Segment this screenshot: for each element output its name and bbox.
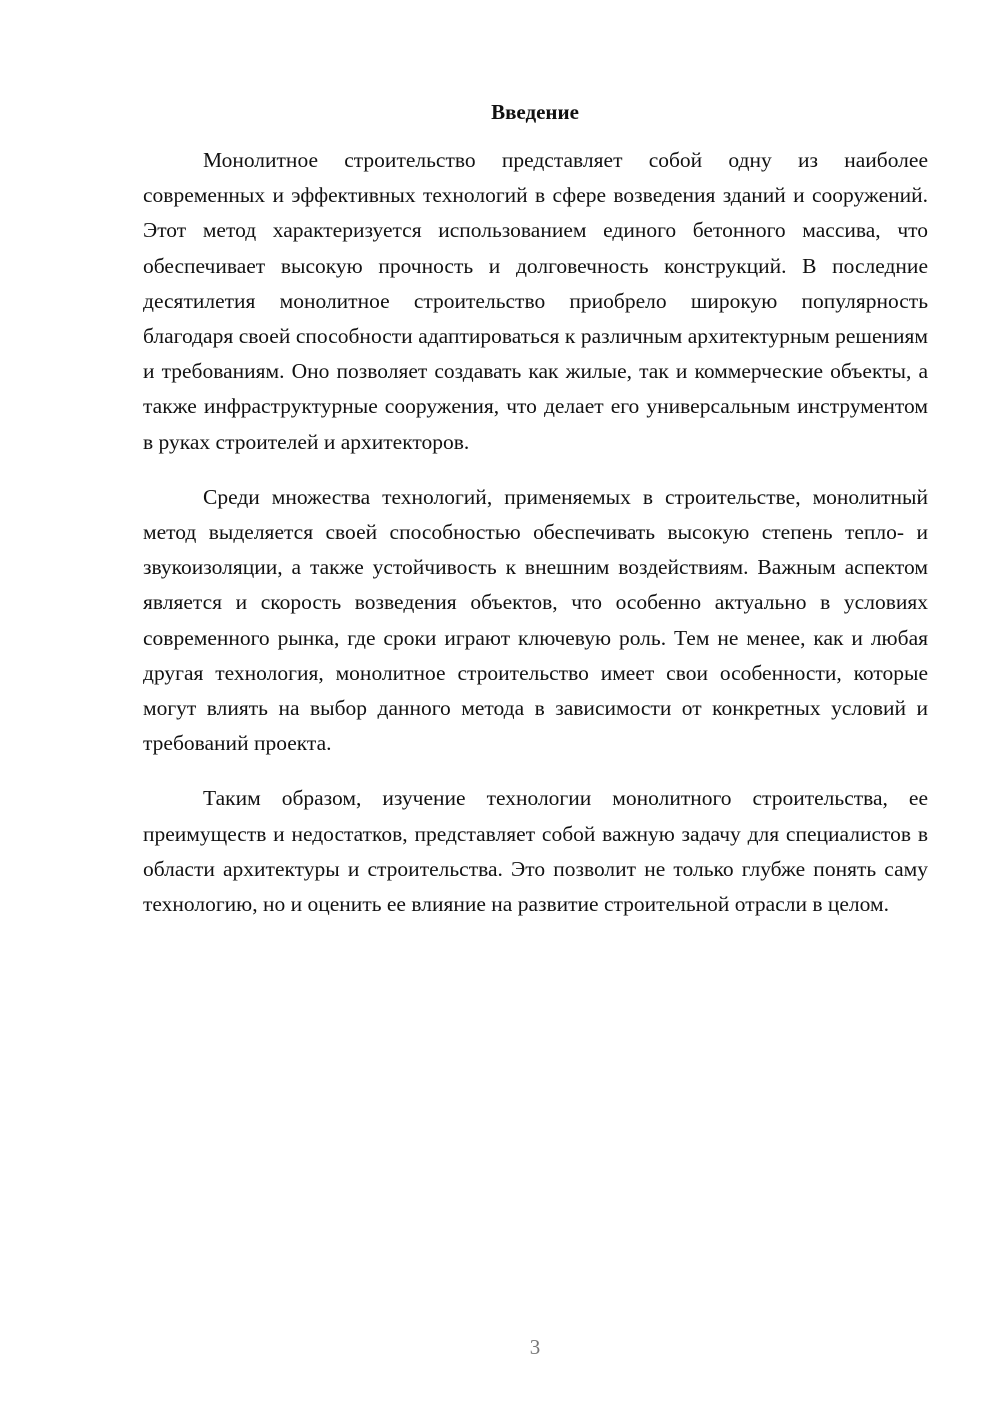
body-text: [143, 143, 928, 922]
section-heading: Введение: [491, 100, 579, 124]
paragraph-3: Таким образом, изучение технологии монолитного строительства, ее преимуществ и недостатков, представляет собой важную задачу для специалистов в области архитектуры и строительства. Это позволит не только глубже понять саму технологию, но и оценить ее влияние на развитие строительной отрасли в целом.: [143, 786, 928, 917]
paragraph-1: Монолитное строительство представляет собой одну из наиболее современных и эффективных технологий в сфере возведения зданий и сооружений. Этот метод характеризуется использованием единого бетонного массива, что обеспечивает высокую прочность и долговечность конструкций. В последние десятилетия монолитное строительство приобрело широкую популярность благодаря своей способности адаптироваться к различным архитектурным решениям и требованиям. Оно позволяет создавать как жилые, так и коммерческие объекты, а также инфраструктурные сооружения, что делает его универсальным инструментом в руках строителей и архитекторов.: [143, 148, 928, 454]
page-number: 3: [529, 1335, 541, 1359]
paragraph-2: Среди множества технологий, применяемых в строительстве, монолитный метод выделяется своей способностью обеспечивать высокую степень тепло- и звукоизоляции, а также устойчивость к внешним воздействиям. Важным аспектом является и скорость возведения объектов, что особенно актуально в условиях современного рынка, где сроки играют ключевую роль. Тем не менее, как и любая другая технология, монолитное строительство имеет свои особенности, которые могут влиять на выбор данного метода в зависимости от конкретных условий и требований проекта.: [143, 484, 928, 756]
